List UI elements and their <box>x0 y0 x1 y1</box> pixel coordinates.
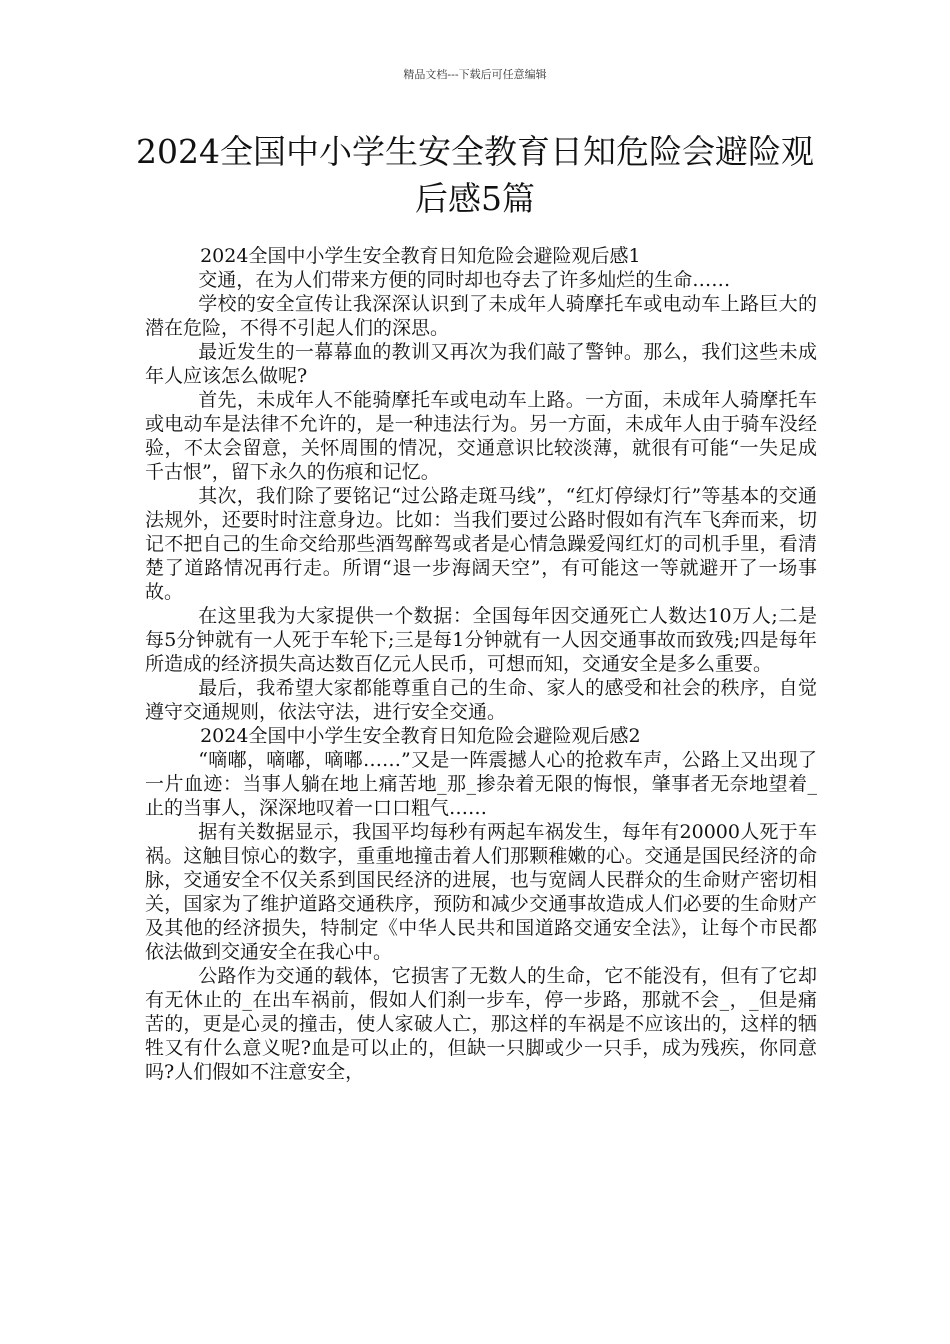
section-heading: 2024全国中小学生安全教育日知危险会避险观后感1 <box>200 245 641 267</box>
body-paragraph: “嘀嘟，嘀嘟，嘀嘟……”又是一阵震撼人心的抢救车声，公路上又出现了一片血迹：当事人躺在地上痛苦地_那_掺杂着无限的悔恨，肇事者无奈地望着_止的当事人，深深地叹着一口口粗气…… <box>145 749 817 819</box>
body-paragraph: 最近发生的一幕幕血的教训又再次为我们敲了警钟。那么，我们这些未成年人应该怎么做呢? <box>145 341 817 387</box>
body-paragraph: 公路作为交通的载体，它损害了无数人的生命，它不能没有，但有了它却有无休止的_在出车祸前，假如人们刹一步车，停一步路，那就不会_，_但是痛苦的，更是心灵的撞击，使人家破人亡，那这样的车祸是不应该出的，这样的牺牲又有什么意义呢?血是可以止的，但缺一只脚或少一只手，成为残疾，你同意吗?人们假如不注意安全， <box>145 965 817 1083</box>
body-paragraph: 交通，在为人们带来方便的同时却也夺去了许多灿烂的生命…… <box>198 269 731 291</box>
document-body <box>145 244 817 1084</box>
section-heading: 2024全国中小学生安全教育日知危险会避险观后感2 <box>200 725 641 747</box>
body-paragraph: 据有关数据显示，我国平均每秒有两起车祸发生，每年有20000人死于车祸。这触目惊心的数字，重重地撞击着人们那颗稚嫩的心。交通是国民经济的命脉，交通安全不仅关系到国民经济的进展，也与宽阔人民群众的生命财产密切相关，国家为了维护道路交通秩序，预防和减少交通事故造成人们必要的生命财产及其他的经济损失，特制定《中华人民共和国道路交通安全法》，让每个市民都依法做到交通安全在我心中。 <box>145 821 817 963</box>
body-paragraph: 最后，我希望大家都能尊重自己的生命、家人的感受和社会的秩序，自觉遵守交通规则，依法守法，进行安全交通。 <box>145 677 817 723</box>
body-paragraph: 在这里我为大家提供一个数据：全国每年因交通死亡人数达10万人;二是每5分钟就有一人死于车轮下;三是每1分钟就有一人因交通事故而致残;四是每年所造成的经济损失高达数百亿元人民币，可想而知，交通安全是多么重要。 <box>145 605 817 675</box>
page-header: 精品文档---下载后可任意编辑 <box>403 68 547 81</box>
body-paragraph: 学校的安全宣传让我深深认识到了未成年人骑摩托车或电动车上路巨大的潜在危险，不得不引起人们的深思。 <box>145 293 817 339</box>
body-paragraph: 首先，未成年人不能骑摩托车或电动车上路。一方面，未成年人骑摩托车或电动车是法律不允许的，是一种违法行为。另一方面，未成年人由于骑车没经验，不太会留意，关怀周围的情况，交通意识比较淡薄，就很有可能“一失足成千古恨”，留下永久的伤痕和记忆。 <box>145 389 817 483</box>
body-paragraph: 其次，我们除了要铭记“过公路走斑马线”，“红灯停绿灯行”等基本的交通法规外，还要时时注意身边。比如：当我们要过公路时假如有汽车飞奔而来，切记不把自己的生命交给那些酒驾醉驾或者是心情急躁爱闯红灯的司机手里，看清楚了道路情况再行走。所谓“退一步海阔天空”，有可能这一等就避开了一场事故。 <box>145 485 817 603</box>
document-title: 2024全国中小学生安全教育日知危险会避险观后感5篇 <box>136 132 814 218</box>
